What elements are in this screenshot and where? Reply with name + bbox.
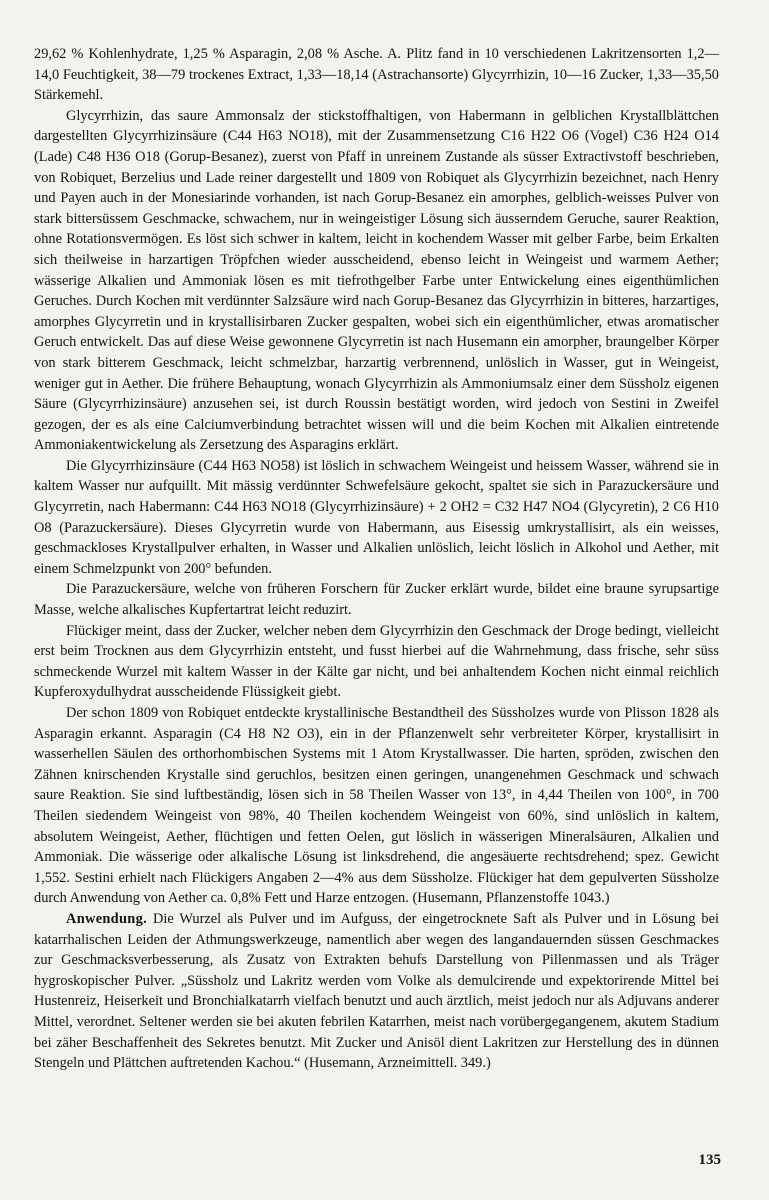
- section-heading-anwendung: Anwendung.: [66, 910, 147, 927]
- anwendung-text: Die Wurzel als Pulver und im Aufguss, der eingetrocknete Saft als Pulver und in Lösung bei katarrhalischen Leiden der Athmungswerkzeuge, namentlich aber wegen des langandauernden süssen Geschmackes zur Geschmacksverbesserung, als Zusatz von Extrakten behufs Darstellung von Pillenmassen und als Träger hygroskopischer Pulver. „Süssholz und Lakritz werden vom Volke als demulcirende und expektorirende Mittel bei Hustenreiz, Heiserkeit und Bronchialkatarrh vielfach benutzt und auch ärztlich, meist jedoch nur als Adjuvans anderer Mittel, verordnet. Seltener werden sie bei akuten febrilen Katarrhen, meist nach vorübergegangenem, akutem Stadium bei zäher Beschaffenheit des Sekretes benutzt. Mit Zucker und Anisöl dient Lakritzen zur Herstellung des in dünnen Stengeln und Plättchen auftretenden Kachou.“ (Husemann, Arzneimittell. 349.): [34, 910, 719, 1072]
- paragraph-glycyrrhizinsaeure: Die Glycyrrhizinsäure (C44 H63 NO58) ist löslich in schwachem Weingeist und heissem Wasser, während sie in kaltem Wasser nur aufquillt. Mit mässig verdünnter Schwefelsäure gekocht, spaltet sie sich in Parazuckersäure und Glycyrretin, nach Habermann: C44 H63 NO18 (Glycyrrhizinsäure) + 2 OH2 = C32 H47 NO4 (Glycyretin), 2 C6 H10 O8 (Parazuckersäure). Dieses Glycyrretin wurde von Habermann, aus Eisessig umkrystallisirt, als ein weisses, geschmackloses Krystallpulver erhalten, in Wasser und Alkalien unlöslich, leicht löslich in Alkohol und Aether, mit einem Schmelzpunkt von 200° befunden.: [34, 457, 719, 577]
- paragraph-parazuckersaeure: Die Parazuckersäure, welche von früheren Forschern für Zucker erklärt wurde, bildet eine braune syrupsartige Masse, welche alkalisches Kupfertartrat leicht reduzirt.: [34, 581, 719, 619]
- paragraph-glycyrrhizin: Glycyrrhizin, das saure Ammonsalz der stickstoffhaltigen, von Habermann in gelblichen Krystallblättchen dargestellten Glycyrrhizinsäure (C44 H63 NO18), mit der Zusammensetzung C16 H22 O6 (Vogel) C36 H24 O14 (Lade) C48 H36 O18 (Gorup-Besanez), zuerst von Pfaff in unreinem Zustande als süsser Extractivstoff beschrieben, von Robiquet, Berzelius und Lade reiner dargestellt und 1809 von Robiquet als Glycyrrhizin bezeichnet, nach Henry und Payen auch in der Monesiarinde vorhanden, ist nach Gorup-Besanez ein amorphes, gelblich-weisses Pulver von stark bittersüssem Geschmacke, schwachem, nur in weingeistiger Lösung sich äusserndem Geruche, saurer Reaktion, ohne Rotationsvermögen. Es löst sich schwer in kaltem, leicht in kochendem Wasser mit gelber Farbe, beim Erkalten sich theilweise in harzartigen Tröpfchen wieder ausscheidend, ebenso leicht in Weingeist und warmem Aether; wässerige Alkalien und Ammoniak lösen es mit tiefrothgelber Farbe unter Entwickelung eines eigenthümlichen Geruches. Durch Kochen mit verdünnter Salzsäure wird nach Gorup-Besanez das Glycyrrhizin in bitteres, harzartiges, amorphes Glycyrretin und in krystallisirbaren Zucker gespalten, wobei sich ein eigenthümlicher, etwas aromatischer Geruch entwickelt. Das auf diese Weise gewonnene Glycyrretin ist nach Husemann ein amorpher, braungelber Körper von stark bitterem Geschmack, leicht schmelzbar, harzartig verbrennend, unlöslich in Wasser, gut in Weingeist, weniger gut in Aether. Die frühere Behauptung, wonach Glycyrrhizin als Ammoniumsalz einer dem Süssholz eigenen Säure (Glycyrrhizinsäure) anzusehen sei, ist durch Roussin bestätigt worden, wird jedoch von Sestini in Zweifel gezogen, der es als eine Calciumverbindung betrachtet wissen will und die beim Kochen mit Alkalien eintretende Ammoniakentwickelung als Zersetzung des Asparagins erklärt.: [34, 107, 719, 454]
- paragraph-asparagin: Der schon 1809 von Robiquet entdeckte krystallinische Bestandtheil des Süssholzes wurde von Plisson 1828 als Asparagin erkannt. Asparagin (C4 H8 N2 O3), ein in der Pflanzenwelt sehr verbreiteter Körper, krystallisirt in wasserhellen Säulen des orthorhombischen Systems mit 1 Atom Krystallwasser. Die harten, spröden, zwischen den Zähnen knirschenden Krystalle sind geruchlos, besitzen einen geringen, unangenehmen Geschmack und schwach saure Reaktion. Sie sind luftbeständig, lösen sich in 58 Theilen Wasser von 13°, in 4,44 Theilen von 100°, in 700 Theilen siedendem Weingeist von 98%, 40 Theilen kochendem Weingeist von 60%, sind unlöslich in kaltem, absolutem Weingeist, Aether, flüchtigen und fetten Oelen, gut löslich in wässerigen Mineralsäuren, Alkalien und Ammoniak. Die wässerige oder alkalische Lösung ist linksdrehend, die angesäuerte rechtsdrehend; spez. Gewicht 1,552. Sestini erhielt nach Flückigers Angaben 2—4% aus dem Süssholze. Flückiger hat dem gepulverten Süssholze durch Anwendung von Aether ca. 0,8% Fett und Harze entzogen. (Husemann, Pflanzenstoffe 1043.): [34, 705, 719, 907]
- paragraph-anwendung: [34, 909, 719, 1074]
- main-text: [34, 44, 719, 1074]
- page-number: 135: [698, 1152, 721, 1168]
- paragraph-flueckiger: Flückiger meint, dass der Zucker, welcher neben dem Glycyrrhizin den Geschmack der Droge bedingt, vielleicht erst beim Trocknen aus dem Glycyrrhizin entsteht, und fusst hierbei auf die Wahrnehmung, dass frische, sehr süss schmeckende Wurzel mit kaltem Wasser in der Kälte gar nicht, und bei anhaltendem Kochen nicht einmal reichlich Kupferoxydulhydrat ausscheidende Flüssigkeit giebt.: [34, 622, 719, 701]
- paragraph-composition: 29,62 % Kohlenhydrate, 1,25 % Asparagin, 2,08 % Asche. A. Plitz fand in 10 verschiedenen Lakritzensorten 1,2—14,0 Feuchtigkeit, 38—79 trockenes Extract, 1,33—18,14 (Astrachansorte) Glycyrrhizin, 10—16 Zucker, 1,33—35,50 Stärkemehl.: [34, 46, 719, 104]
